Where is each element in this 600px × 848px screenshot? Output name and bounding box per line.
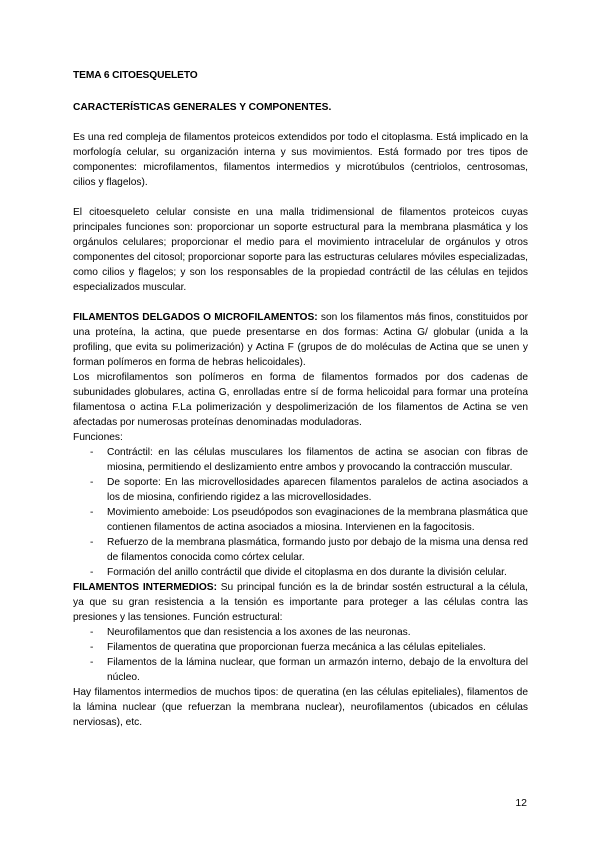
microfilaments-lead-text: son los filamentos más finos, constituidos por una proteína, la actina, que puede presentarse en dos formas: Actina G/ globular (unida a la profiling, que evita su polimerización) y Actina F (grupos de do moléculas de Actina que se unen y forman polímeros en forma de hebras helicoidales).: [73, 312, 529, 368]
chapter-title: TEMA 6 CITOESQUELETO: [73, 70, 198, 81]
functions-paragraph: El citoesqueleto celular consiste en una malla tridimensional de filamentos proteicos cuyas principales funciones son: proporcionar un soporte estructural para la membrana plasmática y los orgánulos celulares; proporcionar el medio para el movimiento intracelular de orgánulos y otros componentes del citosol; proporcionar soporte para las estructuras celulares móviles especializadas, como cilios y flagelos; y son los responsables de la propiedad contráctil de las células en tejidos especializados muscular.: [73, 207, 528, 293]
list-item-text: Movimiento ameboide: Los pseudópodos son evaginaciones de la membrana plasmática que contienen filamentos de actina asociados a miosina. Intervienen en la fagocitosis.: [107, 507, 528, 533]
list-marker: -: [90, 447, 94, 458]
intermediate-list: [73, 625, 528, 685]
microfilament-functions-list: [73, 445, 528, 580]
list-item: [73, 655, 528, 685]
list-item-text: Neurofilamentos que dan resistencia a los axones de las neuronas.: [107, 627, 411, 638]
list-item-text: Formación del anillo contráctil que divide el citoplasma en dos durante la división celular.: [107, 567, 507, 578]
list-item-text: Contráctil: en las células musculares los filamentos de actina se asocian con fibras de miosina, permitiendo el deslizamiento entre ambos y provocando la contracción muscular.: [107, 447, 528, 473]
microfilaments-paragraph-2: Los microfilamentos son polímeros en forma de filamentos formados por dos cadenas de subunidades globulares, actina G, enrolladas entre sí de forma helicoidal para formar una proteína filamentosa o actina F.La polimerización y despolimerización de los filamentos de Actina se ven afectadas por numerosas proteínas denominadas moduladoras.: [73, 372, 528, 428]
list-marker: -: [90, 657, 94, 668]
list-item: [73, 475, 528, 505]
section-heading: CARACTERÍSTICAS GENERALES Y COMPONENTES.: [73, 102, 332, 113]
list-marker: -: [90, 477, 94, 488]
intermediate-heading: FILAMENTOS INTERMEDIOS:: [73, 582, 217, 593]
list-item: [73, 535, 528, 565]
microfilaments-paragraph: [73, 310, 528, 370]
list-item: [73, 640, 528, 655]
document-page: [73, 68, 528, 730]
list-item-text: De soporte: En las microvellosidades aparecen filamentos paralelos de actina asociados a los de miosina, confiriendo rigidez a las microvellosidades.: [107, 477, 528, 503]
intermediate-lead-text: Su principal función es la de brindar sostén estructural a la célula, ya que su gran resistencia a la tensión es importante para proteger a las células contra las presiones y las tensiones. Función estructural:: [73, 582, 528, 623]
list-marker: -: [90, 642, 94, 653]
page-number: 12: [515, 797, 527, 809]
intro-paragraph: Es una red compleja de filamentos proteicos extendidos por todo el citoplasma. Está implicado en la morfología celular, su organización interna y sus movimientos. Está formado por tres tipos de componentes: microfilamentos, filamentos intermedios y microtúbulos (centriolos, centrosomas, cilios y flagelos).: [73, 132, 528, 188]
microfilaments-heading: FILAMENTOS DELGADOS O MICROFILAMENTOS:: [73, 312, 318, 323]
list-item-text: Refuerzo de la membrana plasmática, formando justo por debajo de la misma una densa red de filamentos conocida como córtex celular.: [107, 537, 528, 563]
list-marker: -: [90, 627, 94, 638]
list-item: [73, 505, 528, 535]
list-item: [73, 625, 528, 640]
list-marker: -: [90, 507, 94, 518]
list-marker: -: [90, 537, 94, 548]
list-marker: -: [90, 567, 94, 578]
list-item-text: Filamentos de la lámina nuclear, que forman un armazón interno, debajo de la envoltura del núcleo.: [107, 657, 528, 683]
list-item: [73, 565, 528, 580]
functions-label: Funciones:: [73, 432, 123, 443]
list-item-text: Filamentos de queratina que proporcionan fuerza mecánica a las células epiteliales.: [107, 642, 486, 653]
intermediate-paragraph: [73, 580, 528, 625]
list-item: [73, 445, 528, 475]
intermediate-closing-paragraph: Hay filamentos intermedios de muchos tipos: de queratina (en las células epiteliales), filamentos de la lámina nuclear (que refuerzan la membrana nuclear), neurofilamentos (ubicados en células nerviosas), etc.: [73, 687, 528, 728]
